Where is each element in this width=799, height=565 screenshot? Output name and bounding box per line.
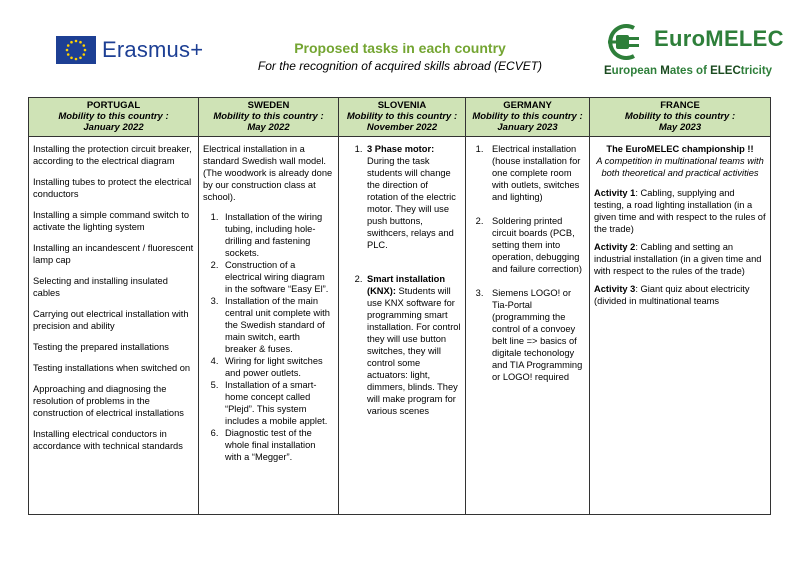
list-item: Installing electrical conductors in accordance with technical standards — [33, 429, 183, 451]
list-item: Approaching and diagnosing the resolution of problems in the construction of electrical installations — [33, 384, 184, 418]
portugal-tasks-cell — [29, 137, 199, 515]
euromelec-name: EuroMELEC — [654, 26, 784, 51]
list-item: 1. Electrical installation (house installation for one complete room with outlets, switches and lighting) — [486, 143, 585, 215]
list-item: Installing an incandescent / fluorescent lamp cap — [33, 243, 194, 265]
erasmus-logo — [56, 36, 203, 64]
column-header-slovenia: SLOVENIA Mobility to this country : November 2022 — [339, 98, 466, 137]
list-item: Activity 3: Giant quiz about electricity (divided in multinational teams — [594, 284, 750, 306]
slovenia-item-title: Smart installation (KNX): — [367, 274, 446, 296]
column-header-germany: GERMANY Mobility to this country : January 2023 — [466, 98, 590, 137]
list-item: Carrying out electrical installation with precision and ability — [33, 309, 189, 331]
list-item: Activity 2: Cabling and setting an industrial installation (in a given time and with respect to the rules of the trade) — [594, 242, 762, 276]
list-item: Selecting and installing insulated cables — [33, 276, 168, 298]
euromelec-logo — [604, 18, 784, 82]
title-block — [230, 40, 570, 73]
germany-tasks-cell — [466, 137, 590, 515]
column-header-france: FRANCE Mobility to this country : May 2023 — [590, 98, 771, 137]
list-item: Installing tubes to protect the electrical conductors — [33, 177, 192, 199]
list-item — [365, 143, 461, 273]
sweden-intro: Electrical installation in a standard Swedish wall model. (The woodwork is already done by our construction class at school). — [203, 144, 333, 202]
championship-subtitle: A competition in multinational teams with both theoretical and practical activities — [596, 156, 764, 178]
list-item: Testing the prepared installations — [33, 342, 169, 352]
tasks-table — [28, 97, 771, 515]
list-item: 2. Construction of a electrical wiring diagram in the software “Easy El”. — [221, 259, 334, 295]
list-item: 5. Installation of a smart-home concept called “Plejd”. This system includes a mobile applet. — [221, 379, 334, 427]
championship-title: The EuroMELEC championship !! — [606, 144, 754, 154]
page-title: Proposed tasks in each country — [294, 40, 506, 56]
list-item: Activity 1: Cabling, supplying and testing, a road lighting installation (in a given time and with respect to the rules of the trade) — [594, 188, 766, 234]
list-item: 6. Diagnostic test of the whole final installation with a “Megger”. — [221, 427, 334, 463]
sweden-task-list — [203, 211, 334, 463]
column-header-sweden: SWEDEN Mobility to this country : May 2022 — [199, 98, 339, 137]
list-item: 3. Siemens LOGO! or Tia-Portal (programming the control of a convoey belt line => basics of digitale techonology and TIA Programming or LOGO! required — [486, 287, 585, 383]
list-item: 1. Installation of the wiring tubing, including hole-drilling and fastening sockets. — [221, 211, 334, 259]
table-header-row — [29, 98, 771, 137]
france-tasks-cell — [590, 137, 771, 515]
slovenia-item-text: Students will use KNX software for programming smart installation. For control they will use button switches, they will control some actuators: light, dimmers, blinds. They will make program for various scenes — [367, 286, 461, 416]
table-row — [29, 137, 771, 515]
germany-task-list — [470, 143, 585, 383]
slovenia-item-text: During the task students will change the direction of rotation of the electric motor. They will use push buttons, swithcers, relays and PLC. — [367, 156, 456, 250]
list-item — [365, 273, 461, 417]
column-header-portugal: PORTUGAL Mobility to this country : January 2022 — [29, 98, 199, 137]
list-item: 3. Installation of the main central unit complete with the Swedish standard of main switch, earth breaker & fuses. — [221, 295, 334, 355]
slovenia-tasks-cell — [339, 137, 466, 515]
list-item: Installing a simple command switch to activate the lighting system — [33, 210, 190, 232]
erasmus-wordmark: Erasmus+ — [102, 37, 204, 62]
sweden-tasks-cell — [199, 137, 339, 515]
euromelec-tagline: European Mates of ELECtricity — [604, 65, 773, 77]
list-item: 4. Wiring for light switches and power outlets. — [221, 355, 334, 379]
plug-icon — [604, 22, 648, 62]
list-item: Testing installations when switched on — [33, 363, 191, 373]
list-item: 2. Soldering printed circuit boards (PCB, setting them into operation, debugging and failure correction) — [486, 215, 585, 287]
page-subtitle: For the recognition of acquired skills abroad (ECVET) — [257, 59, 543, 73]
slovenia-task-list — [343, 143, 461, 417]
eu-flag-icon — [56, 36, 96, 64]
page-header — [0, 0, 799, 92]
slovenia-item-title: 3 Phase motor: — [367, 144, 435, 154]
list-item: Installing the protection circuit breaker, according to the electrical diagram — [33, 144, 192, 166]
